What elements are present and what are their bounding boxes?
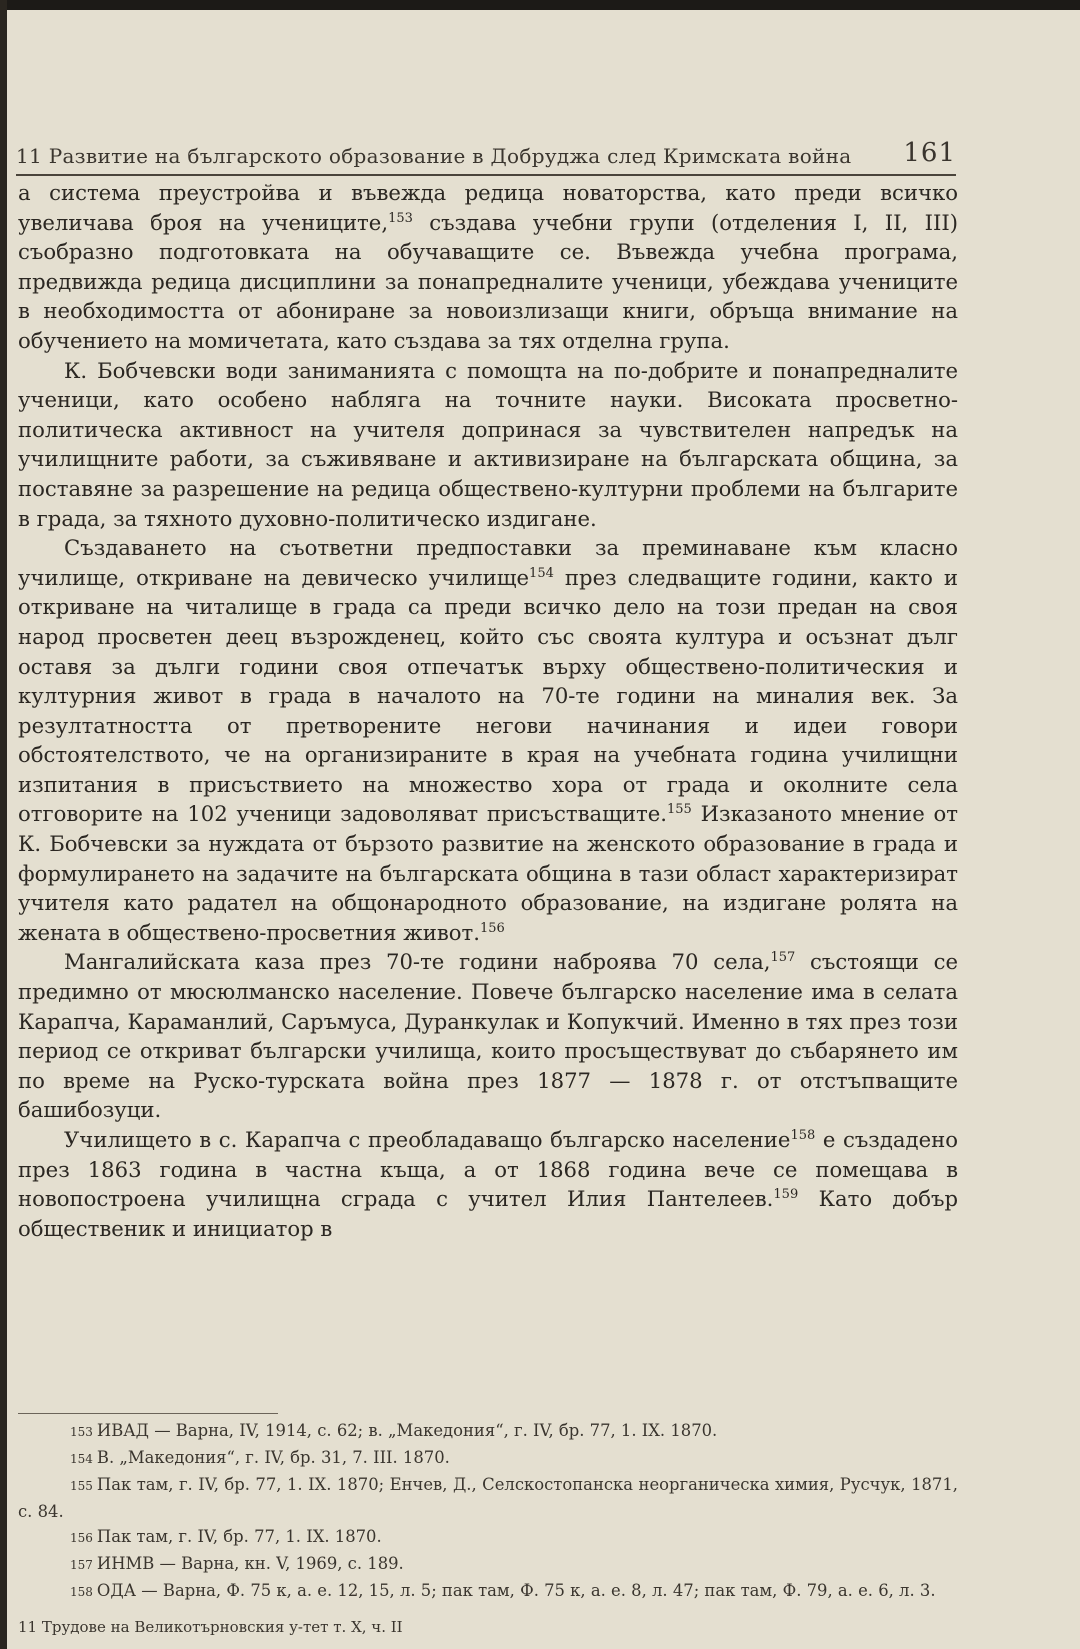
footnote-item <box>18 1524 958 1551</box>
body-text <box>18 178 958 1243</box>
body-paragraph <box>18 1125 958 1243</box>
body-paragraph <box>18 947 958 1125</box>
footnote-item <box>18 1445 958 1472</box>
footnote-text: Пак там, г. IV, бр. 77, 1. IX. 1870; Енчев, Д., Селскостопанска неорганическа химия, Русчук, 1871, с. 84. <box>18 1475 958 1521</box>
running-header <box>16 128 956 168</box>
footnote-number: 158 <box>70 1585 93 1599</box>
footnote-text: ОДА — Варна, Ф. 75 к, а. е. 12, 15, л. 5; пак там, Ф. 75 к, а. е. 8, л. 47; пак там, Ф. 79, а. е. 6, л. 3. <box>96 1581 936 1600</box>
footnote-ref[interactable]: 158 <box>790 1127 816 1143</box>
footnote-ref[interactable]: 153 <box>388 210 413 226</box>
footnote-number: 153 <box>70 1425 93 1439</box>
body-paragraph <box>18 356 958 534</box>
text-run: е създадено през 1863 година в частна къща, а от 1868 година вече се помещава в новопостроена училищна сграда с учител Илия Пантелеев. <box>18 1127 958 1212</box>
text-run: създава учебни групи (отделения I, II, III) съобразно подготовката на обучаващите се. Въвежда учебна програма, предвижда редица дисциплини за понапредналите ученици, убеждава учениците в необходимостта от абониране за новоизлизащи книги, обръща внимание на обучението на момичетата, като създава за тях отделна група. <box>18 209 958 353</box>
text-run: Създаването на съответни предпоставки за преминаване към класно училище, откриване на девическо училище <box>18 535 958 590</box>
running-title: 11 Развитие на българското образование в Добруджа след Кримската война <box>16 144 852 168</box>
footnote-number: 154 <box>70 1452 93 1466</box>
footnote-item <box>18 1551 958 1578</box>
text-run: а система преустройва и въвежда редица новаторства, като преди всичко увеличава броя на учениците, <box>18 180 958 235</box>
footnote-ref[interactable]: 156 <box>479 920 505 936</box>
footnote-ref[interactable]: 157 <box>770 950 796 966</box>
footnote-item <box>18 1472 958 1524</box>
footnote-item <box>18 1578 958 1605</box>
footnote-text: ИВАД — Варна, IV, 1914, с. 62; в. „Македония“, г. IV, бр. 77, 1. IX. 1870. <box>96 1421 718 1440</box>
footnote-number: 155 <box>70 1479 93 1493</box>
footnote-ref[interactable]: 159 <box>773 1187 799 1203</box>
footnote-number: 157 <box>70 1558 93 1572</box>
footnote-item <box>18 1418 958 1445</box>
text-run: К. Бобчевски води заниманията с помощта на по-добрите и понапредналите ученици, като особено набляга на точните науки. Високата просветно-политическа активност на учителя допринася за чувствителен напредък на училищните работи, за съживяване и активизиране на българската община, за поставяне за разрешение на редица обществено-културни проблеми на българите в града, за тяхното духовно-политическо издигане. <box>18 357 958 531</box>
book-spine-edge <box>0 0 7 1649</box>
footnote-rule <box>18 1413 278 1414</box>
text-run: Изказаното мнение от К. Бобчевски за нуждата от бързото развитие на женското образование в града и формулирането на задачите на българската община в тази област характеризират учителя като радател на общонародното образование, на издигане ролята на жената в обществено-просветния живот. <box>18 801 958 945</box>
page-number: 161 <box>903 138 956 168</box>
text-run: Училището в с. Карапча с преобладаващо българско население <box>64 1127 791 1152</box>
text-run: през следващите години, както и откриване на читалище в града са преди всичко дело на този предан на своя народ просветен деец възрожденец, който със своята култура и осъзнат дълг оставя за дълги години своя отпечатък върху обществено-политическия и културния живот в града в началото на 70-те години на миналия век. За резултатността от претворените негови начинания и идеи говори обстоятелството, че на организираните в края на учебната година училищни изпитания в присъствието на множество хора от града и околните села отговорите на 102 ученици задоволяват присъстващите. <box>18 564 958 827</box>
footnotes <box>18 1418 958 1605</box>
text-run: Мангалийската каза през 70-те години наброява 70 села, <box>64 949 771 975</box>
text-run: Като добър общественик и инициатор в <box>18 1186 959 1241</box>
footnote-text: ИНМВ — Варна, кн. V, 1969, с. 189. <box>96 1554 404 1573</box>
footnote-ref[interactable]: 155 <box>666 802 692 818</box>
body-paragraph <box>18 178 958 356</box>
text-run: състоящи се предимно от мюсюлманско население. Повече българско население има в селата Карапча, Караманлий, Саръмуса, Дуранкулак и Копукчий. Именно в тях през този период се откриват български училища, които просъществуват до събарянето им по време на Руско-турската война през 1877 — 1878 г. от отстъпващите башибозуци. <box>18 949 958 1123</box>
header-rule <box>16 174 956 176</box>
footnote-ref[interactable]: 154 <box>529 565 554 581</box>
footnote-number: 156 <box>70 1531 93 1545</box>
body-paragraph <box>18 533 958 947</box>
footnote-text: Пак там, г. IV, бр. 77, 1. IX. 1870. <box>96 1527 382 1546</box>
signature-line: 11 Трудове на Великотърновския у-тет т. X, ч. II <box>18 1618 403 1636</box>
footnote-text: В. „Македония“, г. IV, бр. 31, 7. III. 1870. <box>96 1448 450 1467</box>
top-page-edge <box>0 0 1080 10</box>
